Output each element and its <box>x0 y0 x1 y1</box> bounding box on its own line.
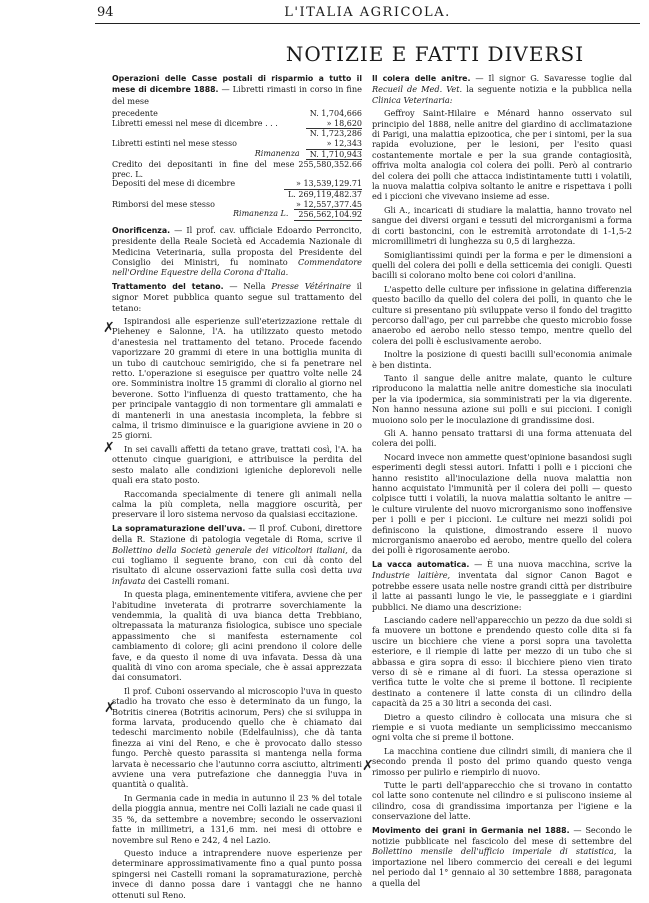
ledger-row: N. 1,723,286 <box>112 128 362 139</box>
header-rule <box>95 23 640 24</box>
ledger-row: Credito dei depositanti in fine del mese prec. L. 255,580,352.66 <box>112 160 362 179</box>
ledger-row: Libretti estinti nel mese stesso » 12,343 <box>112 139 362 148</box>
vacca-body-2: Dietro a questo cilindro è collocata una misura che si riempie e si vuota mediante un semplicissimo meccanismo ogni volta che si preme il bottone. <box>372 711 632 743</box>
uva-body-4: Questo induce a intraprendere nuove esperienze per determinare approssimativamente fino a qual punto possa spingersi nei Castelli romani la sopramaturazione, perchè invece di danno possa dare i vantaggi che ne hanno ottenuti sul Reno. <box>112 847 362 900</box>
tetano-paragraph: Trattamento del tetano. — Nella Presse Vétérinaire il signor Moret pubblica quanto segue sul trattamento del tetano: <box>112 280 362 313</box>
vacca-body-4: Tutte le parti dell'apparecchio che si trovano in contatto col latte sono contenute nel cilindro e si puliscono insieme al cilindro, cosa di grandissima importanza per l'igiene e la conservazione del latte. <box>372 780 632 822</box>
tetano-body-2: In sei cavalli affetti da tetano grave, trattati così, l'A. ha ottenuto cinque guarigioni, e attribuisce la perdita del sesto malato alle condizioni igieniche deplorevoli nelle quali era stato posto. <box>112 443 362 486</box>
grani-heading: Movimento dei grani in Germania nel 1888. <box>372 825 570 835</box>
colera-body-1: Geffroy Saint-Hilaire e Ménard hanno osservato sul principio del 1888, nelle anitre del giardino di acclimatazione di Parigi, una malattia epizootica, che per i sintomi, per la sua rapida evoluzione, per le lesioni, per l'esito quasi costantemente mortale e per la sua grande contagiosità, offriva molta analogia col colera dei polli. Però al contrario del colera dei polli che attacca indistintamente tutti i volatili, la nuova malattia colpiva soltanto le anitre e rispettava i polli ed i piccioni che vivevano insieme ad esse. <box>372 108 632 202</box>
margin-mark-2: ✗ <box>103 440 115 456</box>
onorificenza-heading: Onorificenza. <box>112 225 171 235</box>
vacca-heading: La vacca automatica. <box>372 559 470 569</box>
vacca-body-3: La macchina contiene due cilindri simili, di maniera che il secondo prenda il posto del primo quando questo venga rimosso per pulirlo e riempirlo di nuovo. <box>372 745 632 777</box>
colera-body-3: Somigliantissimi quindi per la forma e per le dimensioni a quelli del colera dei polli e della setticemia dei conigli. Questi bacilli si colorano molto bene coi colori d'anilina. <box>372 249 632 281</box>
colera-body-6: Tanto il sangue delle anitre malate, quanto le culture riproducono la malattia nelle anitre domestiche sia inoculati per la via ipodermica, sia somministrati per la via digerente. Non hanno nessuna azione sui polli e sui piccioni. I conigli muoiono solo per le inoculazione di grandissime dosi. <box>372 372 632 425</box>
tetano-body-3: Raccomanda specialmente di tenere gli animali nella calma la più completa, nella maggiore oscurità, per preservare il loro sistema nervoso da qualsiasi eccitazione. <box>112 488 362 520</box>
uva-heading: La sopramaturazione dell'uva. <box>112 523 246 533</box>
colera-paragraph: Il colera delle anitre. — Il signor G. Savaresse toglie dal Recueil de Med. Vet. la seguente notizia e la pubblica nella Clinica Veterinaria: <box>372 73 633 105</box>
onorificenza-paragraph: Onorificenza. — Il prof. cav. ufficiale Edoardo Perroncito, presidente della Reale Società ed Accademia Nazionale di Medicina Veterinaria, sulla proposta del Presidente del Consiglio dei Ministri, fu nominato Commendatore nell'Ordine Equestre della Corona d'Italia. <box>112 224 362 278</box>
left-column <box>112 73 362 903</box>
right-column <box>372 73 632 891</box>
page-header <box>95 2 640 24</box>
casse-heading: Operazioni delle Casse postali di risparmio a tutto il mese di dicembre 1888. <box>112 74 362 95</box>
ledger-row: Rimborsi del mese stesso » 12,557,377.45 <box>112 199 362 209</box>
ledger-row: L. 269,119,482.37 <box>112 189 362 200</box>
vacca-body-1: Lasciando cadere nell'apparecchio un pezzo da due soldi si fa muovere un bottone e prendendo questo colle dita si fa uscire un bicchiere che viene a porsi sopra una tavoletta esteriore, e il riempie di latte per mezzo di un tubo che si abbassa e gira sopra di esso: il bicchiere pieno vien tirato verso di sè e rimane al di fuori. La stessa operazione si verifica tutte le volte che si preme il bottone. Il recipiente destinato a contenere il latte consta di un cilindro della capacità da 25 a 30 litri a seconda dei casi. <box>372 614 632 709</box>
tetano-heading: Trattamento del tetano. <box>112 281 224 291</box>
ledger-row: Rimanenza N. 1,710,943 <box>254 148 362 159</box>
casse-ledger <box>112 109 362 221</box>
running-title: L'ITALIA AGRICOLA. <box>284 5 451 20</box>
vacca-paragraph: La vacca automatica. — È una nuova macchina, scrive la Industrie laitière, inventata dal signor Canon Bagot e potrebbe essere usata nelle nostre grandi città per distribuire il latte ai passanti lungo le vie, le passeggiate e i giardini pubblici. Ne diamo una descrizione: <box>372 558 632 612</box>
grani-paragraph: Movimento dei grani in Germania nel 1888. — Secondo le notizie pubblicate nel fascicolo del mese di settembre del Bollettino mensile dell'ufficio imperiale di statistica, la importazione nel libero commercio dei cereali e dei legumi nel periodo dal 1° gennaio al 30 settembre 1888, paragonata a quella del <box>372 824 632 888</box>
uva-paragraph: La sopramaturazione dell'uva. — Il prof. Cuboni, direttore della R. Stazione di patologia vegetale di Roma, scrive il Bollettino della Società generale dei viticoltori italiani, da cui togliamo il seguente brano, con cui dà conto del risultato di alcune osservazioni fatte sulla così detta uva infavata dei Castelli romani. <box>112 522 362 586</box>
margin-mark-1: ✗ <box>103 320 115 336</box>
margin-mark-3: ✗ <box>104 700 116 716</box>
ledger-row: precedente N. 1,704,666 <box>112 109 362 119</box>
tetano-body-1: Ispirandosi alle esperienze sull'eterizzazione rettale di Pieheney e Salonne, l'A. ha utilizzato questo metodo d'anestesia nel trattamento del tetano. Procede facendo vaporizzare 20 grammi di etere in una bottiglia munita di un tubo di cautchouc semirigido, che si fa penetrare nel retto. L'operazione si eseguisce per quattro volte nelle 24 ore. Somministra inoltre 15 grammi di cloralio al giorno nel beverone. Sotto l'influenza di questo trattamento, che ha per principale vantaggio di non tormentare gli ammalati e di mantenerli in una anestasia incompleta, la febbre si calma, il trismo diminuisce e la guarigione avviene in 20 o 25 giorni. <box>112 316 362 441</box>
colera-body-8: Nocard invece non ammette quest'opinione basandosi sugli esperimenti degli stessi autori. Infatti i polli e i piccioni che hanno resistito all'inoculazione della nuova malattia non hanno acquistato l'immunità per il colera dei polli — questo colpisce tutti i volatili, la nuova malattia soltanto le anitre — le culture virulente del nuovo microrganismo sono inoffensive per i polli e per i piccioni. Le culture nei mezzi solidi poi definiscono la quistione, dimostrando essere il nuovo microrganismo anaerobo ed aerobo, mentre quello del colera dei polli è rigorosamente aerobo. <box>372 451 632 556</box>
uva-body-2: Il prof. Cuboni osservando al microscopio l'uva in questo stadio ha trovato che esso è determinato da un fungo, la Botritis cinerea (Botritis acinorum, Pers) che si sviluppa in forma larvata, producendo quello che è chiamato dai tedeschi marcimento nobile (Edelfaulniss), che dà tanta finezza ai vini del Reno, e che è provocato dallo stesso fungo. Perchè questo parassita si mantenga nella forma larvata è necessario che l'autunno corra asciutto, altrimenti avviene una vera putrefazione che danneggia l'uva in quantità o qualità. <box>112 685 362 790</box>
ledger-row: Libretti emessi nel mese di dicembre . . . » 18,620 <box>112 118 362 128</box>
colera-body-2: Gli A., incaricati di studiare la malattia, hanno trovato nel sangue dei diversi organi e tessuti del microrganismi a forma di corti bastoncini, con le estremità arrotondate di 1-1,5-2 micromillimetri di lunghezza su 0,5 di larghezza. <box>372 204 632 247</box>
colera-heading: Il colera delle anitre. <box>372 74 471 83</box>
uva-body-1: In questa plaga, eminentemente vitifera, avviene che per l'abitudine inveterata di protrarre soverchiamente la vendemmia, la qualità di uva bianca detta Trebbiano, oltrepassata la maturanza fisiologica, subisce uno speciale appassimento che si manifesta esternamente col cambiamento di colore; gli acini prendono il colore delle fave, e da questo il nome di uva infavata. Dessa dà una qualità di vino con aroma speciale, che è assai apprezzata dai consumatori. <box>112 589 362 683</box>
colera-body-7: Gli A. hanno pensato trattarsi di una forma attenuata del colera dei polli. <box>372 428 632 449</box>
ledger-row: Rimanenza L. 256,562,104.92 <box>233 209 362 220</box>
colera-body-5: Inoltre la posizione di questi bacilli sull'economia animale è ben distinta. <box>372 349 632 370</box>
colera-body-4: L'aspetto delle culture per infissione in gelatina differenzia questo bacillo da quello del colera dei polli, in quanto che le culture si presentano più sviluppate verso il fondo del tragitto percorso dall'ago, per cui parrebbe che questo microbio fosse anaerobo ed aerobo nello stesso tempo, mentre quello del colera dei polli è esclusivamente aerobo. <box>372 283 632 346</box>
casse-paragraph: Operazioni delle Casse postali di risparmio a tutto il mese di dicembre 1888. — Libretti rimasti in corso in fine del mese <box>112 74 362 106</box>
page-number: 94 <box>97 5 114 20</box>
page-title: NOTIZIE E FATTI DIVERSI <box>285 42 585 66</box>
uva-body-3: In Germania cade in media in autunno il 23 % del totale della pioggia annua, mentre nei Colli laziali ne cade quasi il 35 %, da settembre a novembre; secondo le osservazioni fatte in millimetri, a 131,6 mm. nei mesi di ottobre e novembre sul Reno e 242, 4 nel Lazio. <box>112 792 362 845</box>
ledger-row: Depositi del mese di dicembre » 13,539,129.71 <box>112 179 362 189</box>
margin-mark-4: ✗ <box>362 758 374 774</box>
